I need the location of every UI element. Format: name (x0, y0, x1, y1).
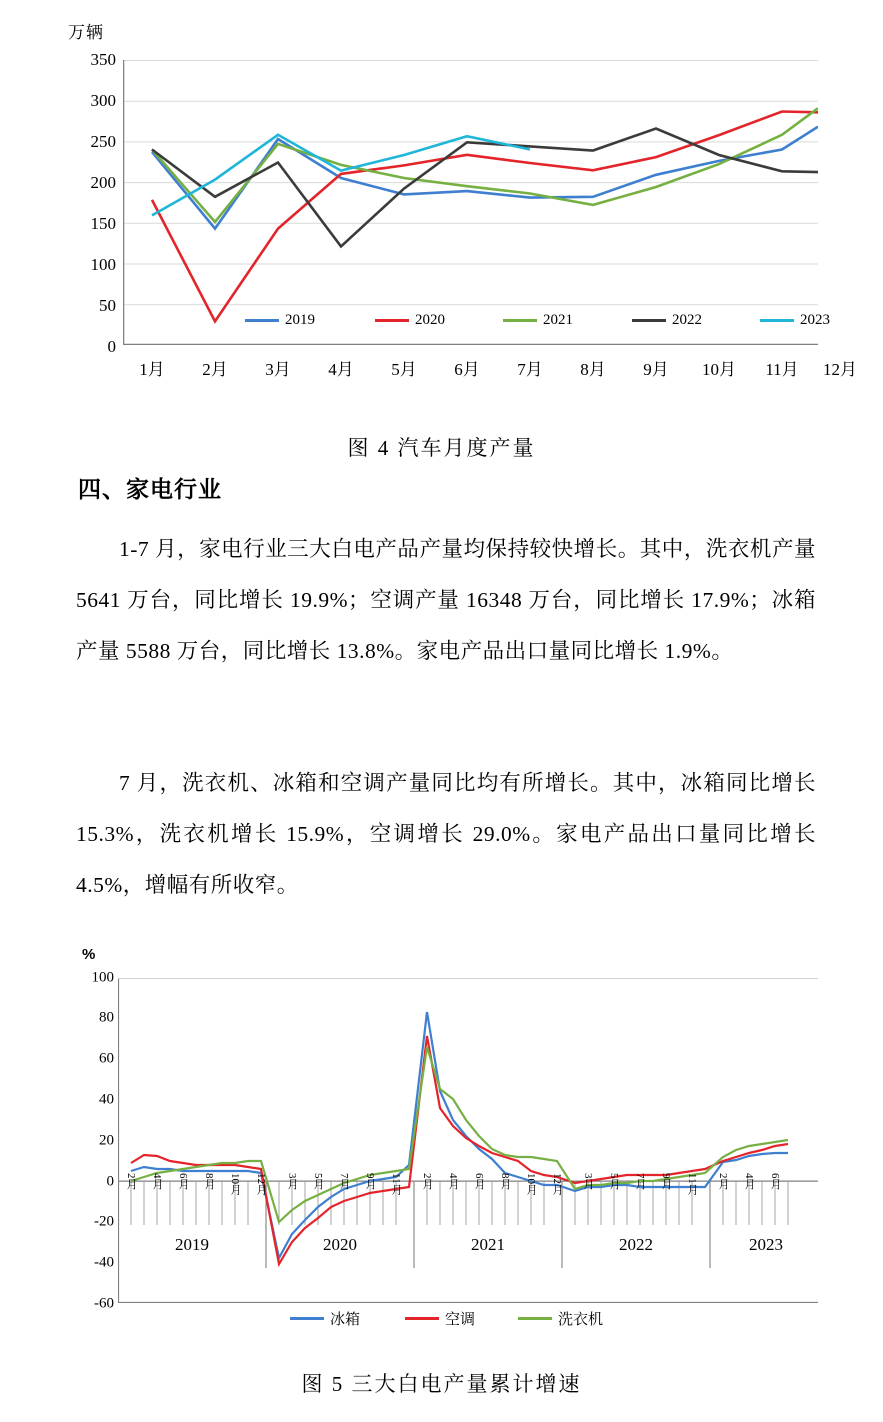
chart4-ytick: 250 (90, 132, 116, 151)
chart5-month-tick: 8月 (499, 1173, 511, 1190)
chart5-month-tick: 2月 (421, 1173, 433, 1190)
chart5-ytick: 0 (106, 1173, 114, 1190)
chart5-month-tick: 10月 (525, 1173, 537, 1195)
chart4-legend-label: 2021 (543, 312, 573, 328)
chart4-x-axis-labels (123, 355, 857, 385)
chart4-legend (245, 312, 830, 334)
chart4-xtick: 1月 (139, 360, 165, 379)
chart4-ytick: 150 (90, 214, 116, 233)
chart4-xtick: 5月 (391, 360, 417, 379)
chart4-xtick: 12月 (823, 360, 857, 379)
chart5-ytick: 20 (99, 1132, 114, 1149)
paragraph-1: 1-7 月，家电行业三大白电产品产量均保持较快增长。其中，洗衣机产量 5641 万台，同比增长 19.9%；空调产量 16348 万台，同比增长 17.9%；冰箱产量 5588 万台，同比增长 13.8%。家电产品出口量同比增长 1.9%。 (76, 537, 816, 663)
chart5-month-tick: 6月 (177, 1173, 189, 1190)
figure-4-caption: 图 4 汽车月度产量 (347, 436, 536, 460)
chart5-month-tick: 7月 (338, 1173, 350, 1190)
chart5-month-tick: 5月 (608, 1173, 620, 1190)
chart5-ytick: -60 (94, 1295, 114, 1312)
chart5-month-tick: 5月 (312, 1173, 324, 1190)
chart4-ytick: 0 (107, 337, 116, 356)
legend-line-icon (760, 319, 794, 322)
chart4-ytick: 300 (90, 91, 116, 110)
chart4-legend-item-2022 (632, 312, 702, 329)
chart4-xtick: 2月 (202, 360, 228, 379)
chart5-ytick: 80 (99, 1009, 114, 1026)
chart5-year-label: 2021 (471, 1235, 505, 1254)
chart5-ytick: -20 (94, 1213, 114, 1230)
chart5-month-tick: 4月 (447, 1173, 459, 1190)
chart4-ytick: 350 (90, 50, 116, 69)
chart5-month-tick: 12月 (255, 1173, 267, 1195)
chart5-month-tick: 6月 (769, 1173, 781, 1190)
chart4-legend-label: 2020 (415, 312, 445, 328)
chart5-x-month-ticks (118, 1173, 818, 1235)
chart5-year-label: 2020 (323, 1235, 357, 1254)
chart4-legend-item-2023 (760, 312, 830, 329)
chart5-month-tick: 3月 (582, 1173, 594, 1190)
chart4-xtick: 8月 (580, 360, 606, 379)
chart5-year-label: 2023 (749, 1235, 783, 1254)
chart5-month-tick: 6月 (473, 1173, 485, 1190)
chart5-month-tick: 7月 (634, 1173, 646, 1190)
chart5-month-tick: 11月 (390, 1173, 402, 1195)
figure-4-chart (0, 0, 883, 410)
legend-line-icon (503, 319, 537, 322)
legend-line-icon (375, 319, 409, 322)
chart4-legend-item-2021 (503, 312, 573, 329)
chart4-series-2021 (152, 108, 818, 222)
chart4-legend-label: 2022 (672, 312, 702, 328)
chart4-ytick: 200 (90, 173, 116, 192)
chart5-month-tick: 9月 (660, 1173, 672, 1190)
chart4-xtick: 11月 (765, 360, 799, 379)
chart4-unit-label: 万辆 (68, 23, 104, 42)
chart5-month-tick: 2月 (125, 1173, 137, 1190)
chart4-xtick: 10月 (702, 360, 736, 379)
figure-5-chart (0, 930, 883, 1360)
chart5-ytick: 60 (99, 1050, 114, 1067)
chart5-legend-item-xiyiji (518, 1308, 603, 1329)
chart4-legend-label: 2019 (285, 312, 315, 328)
chart5-year-label: 2022 (619, 1235, 653, 1254)
chart5-legend-item-bingxiang (290, 1308, 360, 1329)
chart5-unit-label: % (82, 946, 96, 963)
legend-line-icon (632, 319, 666, 322)
legend-line-icon (290, 1317, 324, 1320)
section-title-home-appliance: 四、家电行业 (78, 476, 222, 502)
chart5-month-tick: 9月 (364, 1173, 376, 1190)
chart4-xtick: 7月 (517, 360, 543, 379)
chart4-legend-item-2019 (245, 312, 315, 329)
chart4-xtick: 6月 (454, 360, 480, 379)
chart4-plot-area (123, 60, 818, 345)
chart5-year-label: 2019 (175, 1235, 209, 1254)
figure-5-caption: 图 5 三大白电产量累计增速 (301, 1372, 582, 1396)
chart5-month-tick: 4月 (151, 1173, 163, 1190)
chart5-month-tick: 3月 (286, 1173, 298, 1190)
chart5-year-labels (118, 1235, 818, 1263)
chart5-ytick: 40 (99, 1091, 114, 1108)
chart5-month-tick: 10月 (229, 1173, 241, 1195)
chart5-legend-label: 冰箱 (330, 1312, 361, 1328)
chart4-legend-item-2020 (375, 312, 445, 329)
chart5-month-tick: 4月 (743, 1173, 755, 1190)
chart4-ytick: 100 (90, 255, 116, 274)
chart5-legend-label: 洗衣机 (558, 1312, 604, 1328)
chart5-month-tick: 2月 (717, 1173, 729, 1190)
chart5-ytick: -40 (94, 1254, 114, 1271)
legend-line-icon (518, 1317, 552, 1320)
chart4-xtick: 9月 (643, 360, 669, 379)
chart5-legend-item-kongtiao (405, 1308, 475, 1329)
chart5-month-tick: 8月 (203, 1173, 215, 1190)
chart5-legend (290, 1308, 630, 1330)
legend-line-icon (245, 319, 279, 322)
chart4-xtick: 3月 (265, 360, 291, 379)
chart5-month-tick: 12月 (551, 1173, 563, 1195)
chart5-legend-label: 空调 (445, 1312, 476, 1328)
chart4-gridlines (123, 61, 818, 305)
chart4-y-axis-labels (56, 50, 116, 356)
chart4-legend-label: 2023 (800, 312, 830, 328)
paragraph-2: 7 月，洗衣机、冰箱和空调产量同比均有所增长。其中，冰箱同比增长 15.3%，洗衣机增长 15.9%，空调增长 29.0%。家电产品出口量同比增长 4.5%，增幅有所收窄。 (76, 771, 816, 897)
legend-line-icon (405, 1317, 439, 1320)
chart5-month-tick: 11月 (686, 1173, 698, 1195)
chart4-xtick: 4月 (328, 360, 354, 379)
chart4-ytick: 50 (99, 296, 116, 315)
chart5-y-axis-labels (62, 970, 114, 1310)
chart5-ytick: 100 (91, 969, 114, 986)
